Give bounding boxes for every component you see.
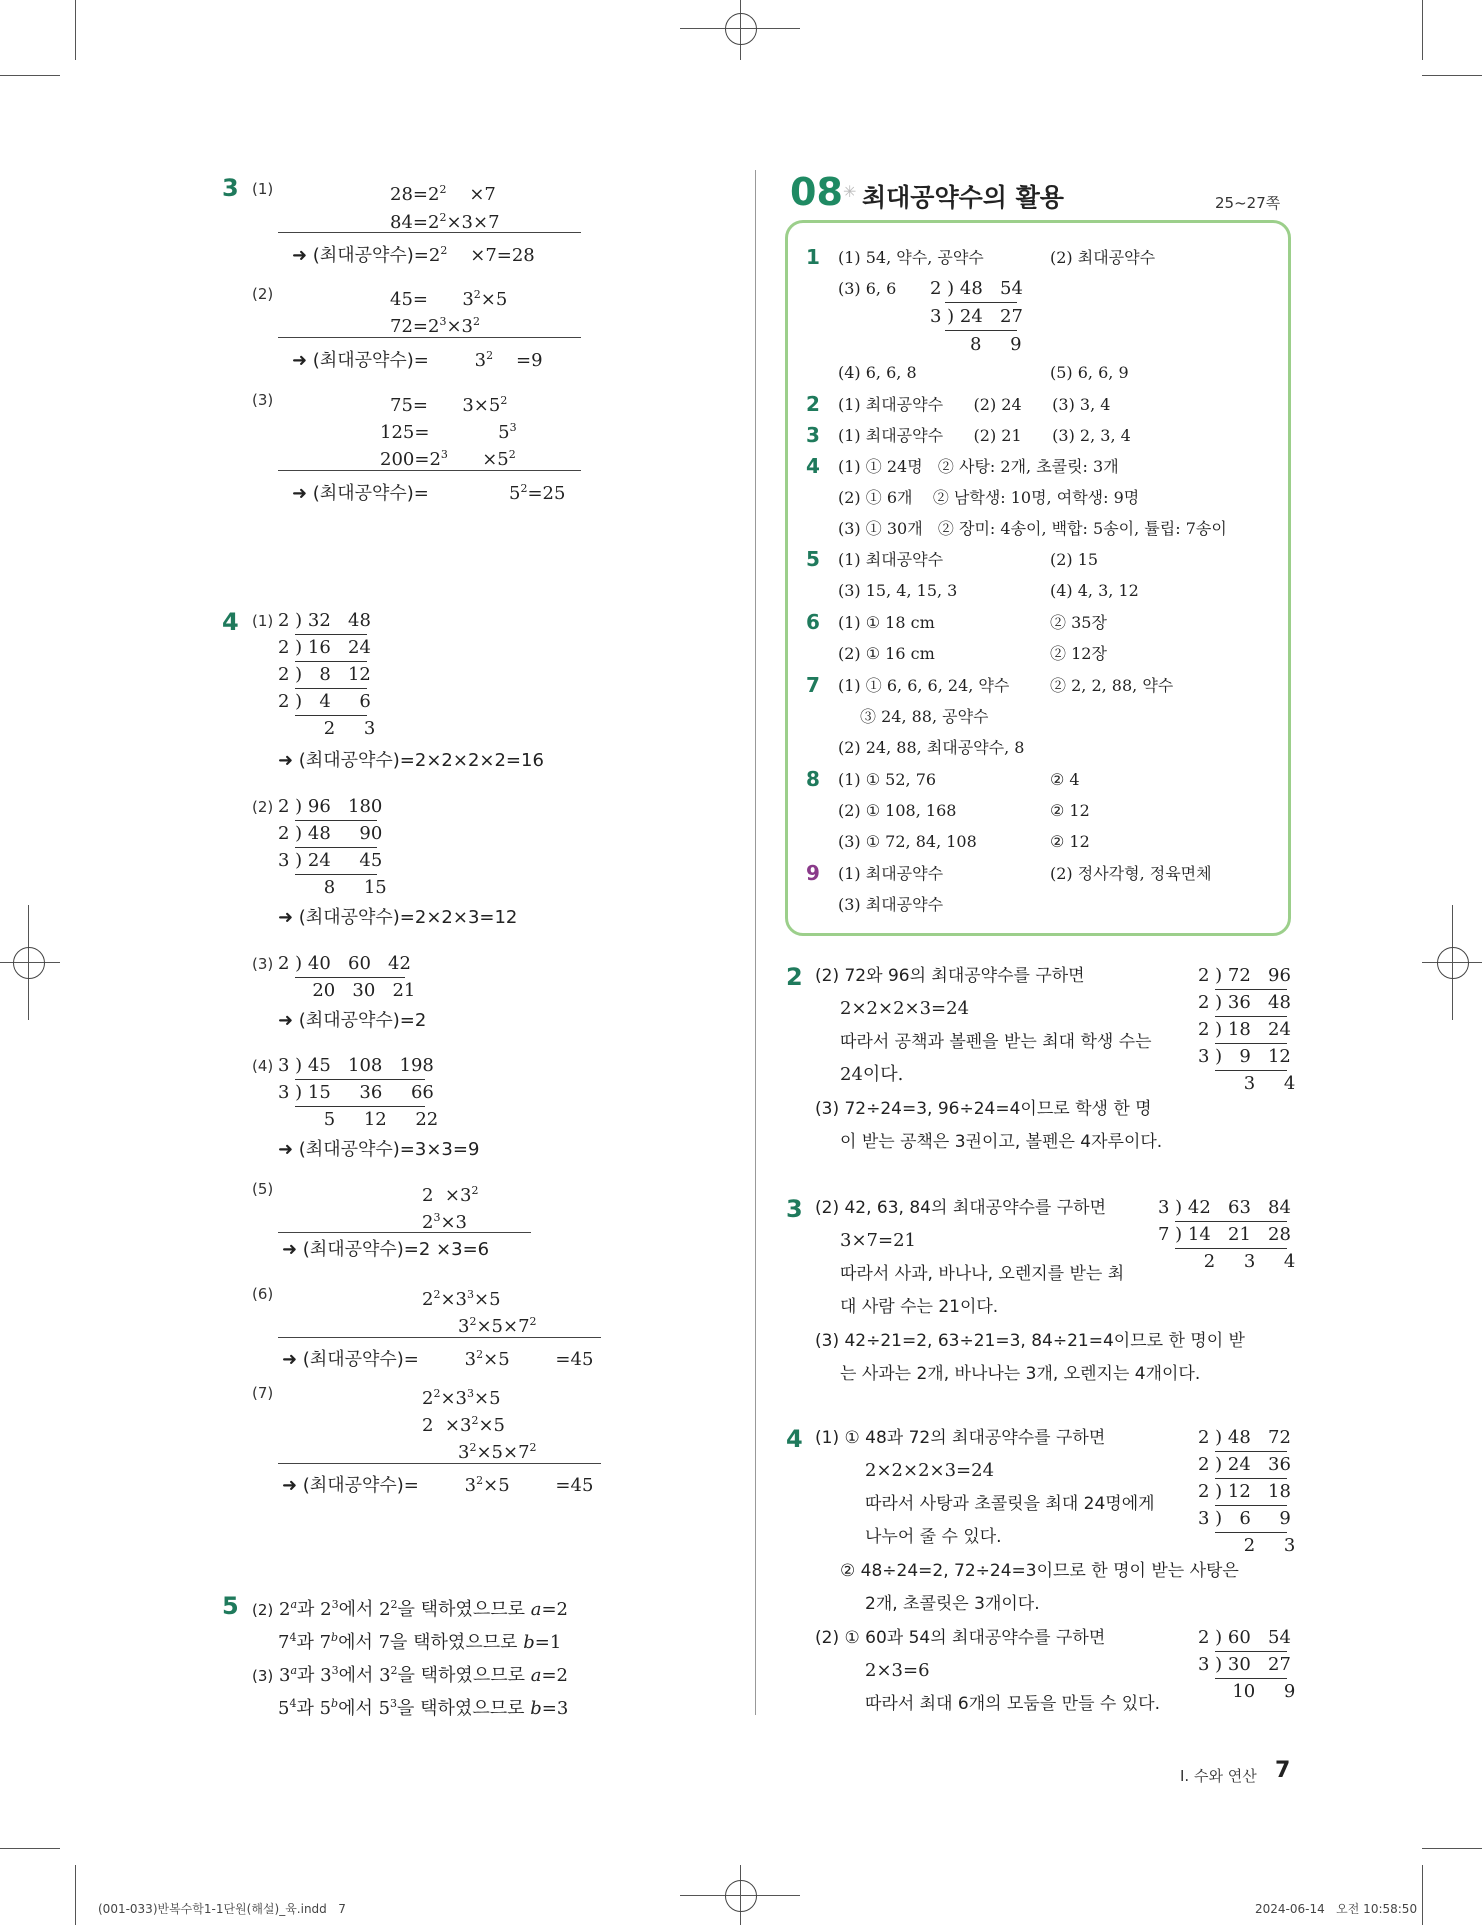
crop-mark — [0, 1848, 60, 1849]
solution-line: 2×2×2×3=24 — [840, 998, 970, 1019]
equation: $2 \times 3^2\times 5$ — [422, 1414, 505, 1436]
sub-label: (3) — [252, 391, 274, 409]
solution-line: $7^4$과 7$^b$에서 7을 택하였으므로 b=1 — [278, 1631, 562, 1653]
answer: ② 35장 — [1050, 613, 1107, 632]
division-line — [295, 661, 367, 662]
problem-number: 4 — [222, 608, 239, 636]
division-row: 2 ) 4 6 — [278, 691, 371, 712]
rule — [278, 232, 581, 233]
answer: (2) 15 — [1050, 550, 1099, 569]
division-line — [295, 1106, 425, 1107]
answer: ② 12장 — [1050, 644, 1107, 663]
problem-number: 3 — [786, 1195, 803, 1223]
answer-number: 3 — [806, 423, 820, 447]
answer: (2) 정사각형, 정육면체 — [1050, 864, 1212, 883]
solution-line: 2×3=6 — [865, 1660, 930, 1681]
solution-line: (3) 42÷21=2, 63÷21=3, 84÷21=4이므로 한 명이 받 — [815, 1331, 1245, 1351]
crop-mark — [75, 1865, 76, 1925]
answer: (2) ① 16 cm — [838, 644, 935, 663]
division-line — [1215, 1651, 1287, 1652]
answer: (1) 54, 약수, 공약수 — [838, 248, 984, 267]
division-row: 2 ) 8 12 — [278, 664, 371, 685]
rule — [278, 337, 581, 338]
answer: (2) ① 6개 ② 남학생: 10명, 여학생: 9명 — [838, 488, 1140, 507]
equation: $2^2\times 3^3\times 5$ — [422, 1288, 501, 1310]
answer: (5) 6, 6, 9 — [1050, 363, 1129, 382]
division-row: 2 3 4 — [1158, 1251, 1296, 1272]
result: ➜ (최대공약수)=2×2×2×2=16 — [278, 750, 544, 771]
division-line — [1215, 1070, 1287, 1071]
equation: $3^2\times 5\times 7^2$ — [458, 1315, 537, 1337]
answer: (1) ① 52, 76 — [838, 770, 937, 789]
rule — [278, 1232, 531, 1233]
result: ➜ (최대공약수)=2×2×3=12 — [278, 907, 518, 928]
division-row: 3 ) 6 9 — [1198, 1508, 1291, 1529]
division-row: 3 ) 45 108 198 — [278, 1055, 434, 1076]
answer: (1) 최대공약수 (2) 24 (3) 3, 4 — [838, 395, 1111, 414]
division-row: 8 9 — [930, 334, 1022, 355]
answer: (1) ① 6, 6, 6, 24, 약수 — [838, 676, 1010, 695]
solution-line: ② 48÷24=2, 72÷24=3이므로 한 명이 받는 사탕은 — [840, 1561, 1239, 1581]
sub-label: (4) — [252, 1057, 274, 1075]
sub-label: (1) — [252, 180, 274, 198]
answer: (1) 최대공약수 — [838, 550, 944, 569]
column-divider — [755, 170, 756, 1715]
division-row: 2 ) 48 72 — [1198, 1427, 1291, 1448]
answer: (3) 최대공약수 — [838, 895, 944, 914]
solution-line: $5^4$과 5$^b$에서 $5^3$을 택하였으므로 b=3 — [278, 1697, 569, 1719]
result: ➜ (최대공약수)=2 ×3=6 — [282, 1239, 490, 1260]
registration-mark — [725, 13, 757, 45]
answer: ② 12 — [1050, 832, 1090, 851]
division-row: 20 30 21 — [278, 980, 416, 1001]
solution-line: 3×7=21 — [840, 1230, 916, 1251]
division-row: 2 ) 72 96 — [1198, 965, 1291, 986]
solution-line: (1) ① 48과 72의 최대공약수를 구하면 — [815, 1428, 1106, 1448]
division-row: 2 3 — [278, 718, 376, 739]
division-row: 2 ) 16 24 — [278, 637, 371, 658]
answer-number: 6 — [806, 610, 820, 634]
crop-mark — [1422, 1865, 1423, 1925]
answer: (1) ① 24명 ② 사탕: 2개, 초콜릿: 3개 — [838, 457, 1119, 476]
division-row: 2 ) 12 18 — [1198, 1481, 1291, 1502]
division-row: 2 ) 96 180 — [278, 796, 383, 817]
division-row: 10 9 — [1198, 1681, 1296, 1702]
answer-box — [785, 220, 1291, 936]
division-row: 2 ) 18 24 — [1198, 1019, 1291, 1040]
division-row: 2 ) 32 48 — [278, 610, 371, 631]
star-icon: ✳ — [843, 182, 857, 201]
chapter-label: I. 수와 연산 — [1180, 1767, 1257, 1785]
answer: (3) 15, 4, 15, 3 — [838, 581, 958, 600]
answer-number: 8 — [806, 767, 820, 791]
sub-label: (3) — [252, 955, 274, 973]
result: ➜ (최대공약수)$=2^2$ ×7=28 — [292, 244, 535, 266]
answer: (3) ① 72, 84, 108 — [838, 832, 977, 851]
division-row: 2 ) 48 54 — [930, 278, 1023, 299]
equation: $84=2^2\times 3\times 7$ — [390, 211, 500, 233]
crop-mark — [1422, 1848, 1482, 1849]
page-range: 25~27쪽 — [1215, 194, 1281, 212]
rule — [278, 470, 581, 471]
answer-number: 9 — [806, 861, 820, 885]
equation: $2 \times 3^2$ — [422, 1184, 479, 1206]
registration-mark — [13, 947, 45, 979]
solution-line: (2) ① 60과 54의 최대공약수를 구하면 — [815, 1628, 1106, 1648]
solution-line: 대 사람 수는 21이다. — [840, 1297, 999, 1317]
division-line — [295, 688, 367, 689]
crop-mark — [0, 75, 60, 76]
division-line — [295, 634, 367, 635]
answer: (2) 최대공약수 — [1050, 248, 1156, 267]
solution-line: 는 사과는 2개, 바나나는 3개, 오렌지는 4개이다. — [840, 1364, 1201, 1384]
answer-number: 4 — [806, 454, 820, 478]
division-row: 2 ) 48 90 — [278, 823, 383, 844]
solution-line: 따라서 사과, 바나나, 오렌지를 받는 최 — [840, 1264, 1125, 1284]
problem-number: 5 — [222, 1592, 239, 1620]
equation: 45= $3^2\times 5$ — [390, 288, 508, 310]
division-line — [1215, 1016, 1287, 1017]
division-row: 2 ) 40 60 42 — [278, 953, 411, 974]
division-line — [295, 874, 377, 875]
division-line — [1175, 1221, 1287, 1222]
division-line — [295, 977, 405, 978]
division-line — [1215, 1505, 1287, 1506]
equation: $2^3\times 3$ — [422, 1211, 467, 1233]
division-row: 2 ) 60 54 — [1198, 1627, 1291, 1648]
division-row: 3 ) 9 12 — [1198, 1046, 1291, 1067]
division-line — [295, 1079, 425, 1080]
division-line — [1175, 1248, 1287, 1249]
equation: $2^2\times 3^3\times 5$ — [422, 1387, 501, 1409]
result: ➜ (최대공약수)= $3^2$ =9 — [292, 349, 543, 371]
solution-line: 따라서 최대 6개의 모둠을 만들 수 있다. — [865, 1694, 1160, 1714]
answer: (4) 6, 6, 8 — [838, 363, 917, 382]
answer: (1) 최대공약수 (2) 21 (3) 2, 3, 4 — [838, 426, 1131, 445]
solution-line: 이 받는 공책은 3권이고, 볼펜은 4자루이다. — [840, 1132, 1163, 1152]
division-line — [295, 820, 377, 821]
sub-label: (5) — [252, 1180, 274, 1198]
result: ➜ (최대공약수)= $5^2=25$ — [292, 482, 566, 504]
answer: (3) ① 30개 ② 장미: 4송이, 백합: 5송이, 튤립: 7송이 — [838, 519, 1227, 538]
division-row: 8 15 — [278, 877, 387, 898]
registration-mark — [1437, 947, 1469, 979]
solution-line: 2×2×2×3=24 — [865, 1460, 995, 1481]
answer: ③ 24, 88, 공약수 — [860, 707, 989, 726]
answer-number: 5 — [806, 547, 820, 571]
rule — [278, 1337, 601, 1338]
answer: (3) 6, 6 — [838, 279, 897, 298]
result: ➜ (최대공약수)=3×3=9 — [278, 1139, 480, 1160]
sub-label: (6) — [252, 1285, 274, 1303]
result: ➜ (최대공약수)= $3^2\times 5$ =45 — [282, 1474, 594, 1496]
answer: (4) 4, 3, 12 — [1050, 581, 1139, 600]
division-row: 3 4 — [1198, 1073, 1296, 1094]
answer: (2) ① 108, 168 — [838, 801, 957, 820]
sub-label: (7) — [252, 1384, 274, 1402]
division-row: 3 ) 42 63 84 — [1158, 1197, 1291, 1218]
solution-line: (2) 2$^a$과 $2^3$에서 $2^2$을 택하였으므로 a=2 — [252, 1598, 568, 1620]
answer-number: 7 — [806, 673, 820, 697]
crop-mark — [1422, 0, 1423, 60]
division-line — [1215, 1678, 1287, 1679]
solution-line: 2개, 초콜릿은 3개이다. — [865, 1594, 1040, 1614]
section-title: 최대공약수의 활용 — [862, 183, 1064, 212]
crop-mark — [1422, 75, 1482, 76]
equation: $200=2^3$ $\times 5^2$ — [380, 448, 516, 470]
solution-line: 따라서 사탕과 초콜릿을 최대 24명에게 — [865, 1494, 1155, 1514]
division-line — [295, 715, 367, 716]
solution-line: (3) 3$^a$과 $3^3$에서 $3^2$을 택하였으므로 a=2 — [252, 1664, 568, 1686]
division-row: 3 ) 24 27 — [930, 306, 1023, 327]
equation: 125= $5^3$ — [380, 421, 517, 443]
answer: (1) 최대공약수 — [838, 864, 944, 883]
equation: $3^2\times 5\times 7^2$ — [458, 1441, 537, 1463]
division-row: 3 ) 15 36 66 — [278, 1082, 434, 1103]
file-info: (001-033)반복수학1-1단원(해설)_육.indd 7 — [98, 1902, 346, 1916]
answer-number: 2 — [806, 392, 820, 416]
division-line — [1215, 1043, 1287, 1044]
problem-number: 4 — [786, 1425, 803, 1453]
answer: (1) ① 18 cm — [838, 613, 935, 632]
sub-label: (1) — [252, 612, 274, 630]
problem-number: 2 — [786, 963, 803, 991]
solution-line: (2) 72와 96의 최대공약수를 구하면 — [815, 966, 1085, 986]
answer: (2) 24, 88, 최대공약수, 8 — [838, 738, 1025, 757]
division-row: 7 ) 14 21 28 — [1158, 1224, 1291, 1245]
division-row: 3 ) 30 27 — [1198, 1654, 1291, 1675]
solution-line: (2) 42, 63, 84의 최대공약수를 구하면 — [815, 1198, 1107, 1218]
rule — [278, 1463, 601, 1464]
division-row: 2 ) 36 48 — [1198, 992, 1291, 1013]
division-line — [1215, 1478, 1287, 1479]
sub-label: (2) — [252, 798, 274, 816]
solution-line: 24이다. — [840, 1064, 904, 1085]
division-row: 5 12 22 — [278, 1109, 439, 1130]
division-row: 3 ) 24 45 — [278, 850, 383, 871]
print-date: 2024-06-14 오전 10:58:50 — [1255, 1902, 1418, 1916]
division-line — [1215, 1532, 1287, 1533]
equation: $72=2^3\times 3^2$ — [390, 315, 480, 337]
registration-mark — [725, 1880, 757, 1912]
problem-number: 3 — [222, 174, 239, 202]
equation: $28=2^2$ ×7 — [390, 183, 496, 205]
solution-line: 따라서 공책과 볼펜을 받는 최대 학생 수는 — [840, 1032, 1152, 1052]
section-number: 08 — [790, 170, 843, 214]
solution-line: 나누어 줄 수 있다. — [865, 1527, 1002, 1547]
division-line — [945, 330, 1017, 331]
division-row: 2 ) 24 36 — [1198, 1454, 1291, 1475]
division-row: 2 3 — [1198, 1535, 1296, 1556]
answer: ② 12 — [1050, 801, 1090, 820]
result: ➜ (최대공약수)= $3^2\times 5$ =45 — [282, 1348, 594, 1370]
crop-mark — [75, 0, 76, 60]
answer-number: 1 — [806, 245, 820, 269]
equation: 75= $3\times 5^2$ — [390, 394, 508, 416]
answer: ② 4 — [1050, 770, 1080, 789]
sub-label: (2) — [252, 285, 274, 303]
result: ➜ (최대공약수)=2 — [278, 1010, 427, 1031]
division-line — [945, 302, 1017, 303]
division-line — [1215, 1451, 1287, 1452]
division-line — [1215, 989, 1287, 990]
division-line — [295, 847, 377, 848]
answer: ② 2, 2, 88, 약수 — [1050, 676, 1174, 695]
page-number: 7 — [1275, 1758, 1291, 1783]
solution-line: (3) 72÷24=3, 96÷24=4이므로 학생 한 명 — [815, 1099, 1152, 1119]
